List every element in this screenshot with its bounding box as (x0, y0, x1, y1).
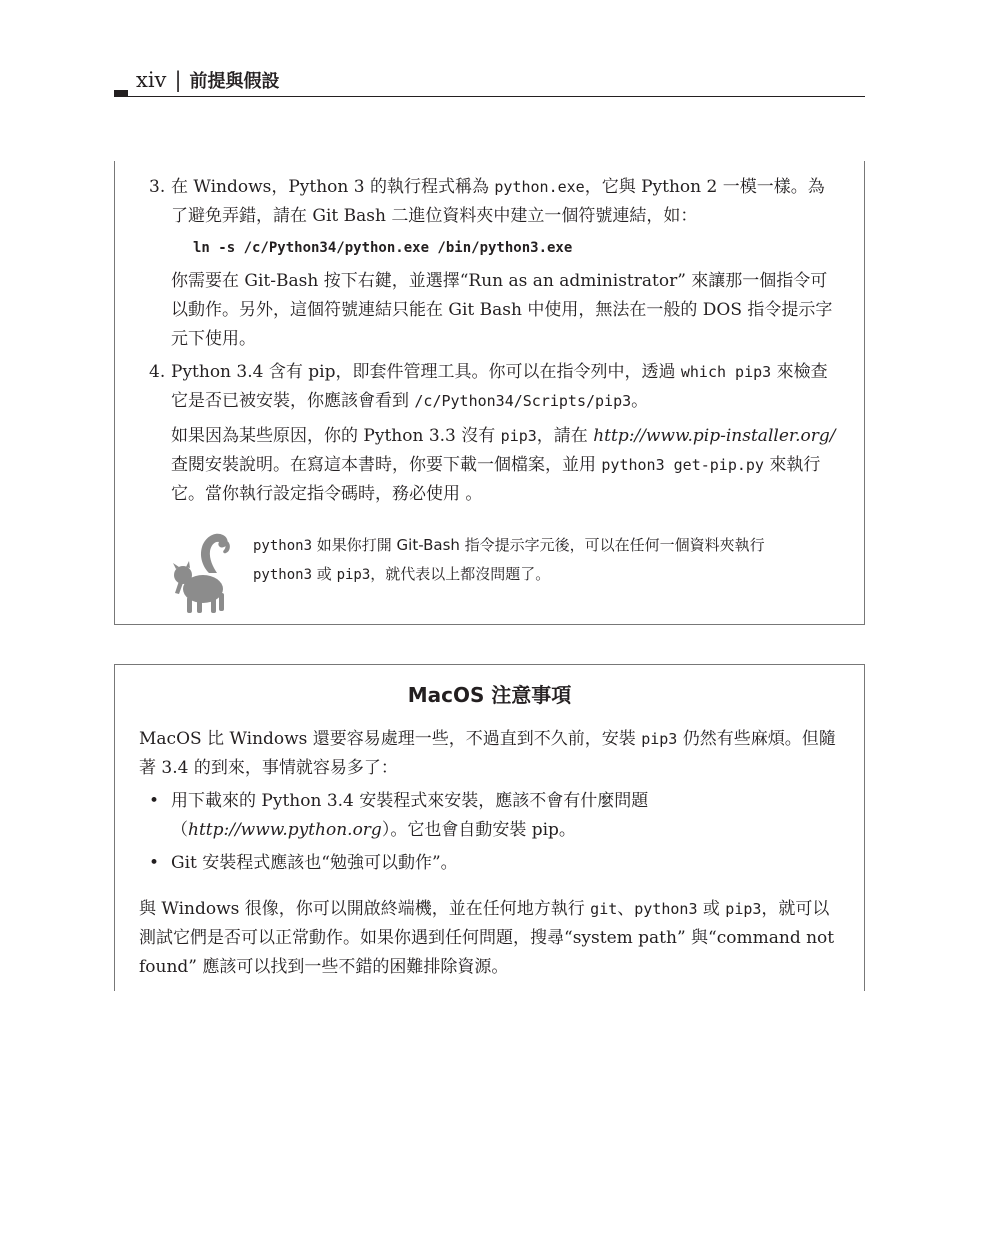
sidebar-macos (114, 664, 865, 991)
text: 與 Windows 很像，你可以開啟終端機，並在任何地方執行 (139, 899, 591, 919)
sidebar-title: MacOS 注意事項 (407, 683, 572, 707)
inline-code: python.exe (494, 178, 585, 196)
text: Python 3.4 含有 pip，即套件管理工具。你可以在指令列中，透過 (171, 362, 681, 382)
list-number: 4. (149, 362, 166, 382)
inline-code: git (590, 900, 618, 918)
chapter-title: 前提與假設 (189, 71, 280, 92)
sidebar-windows (114, 161, 865, 625)
inline-code: pip3 (500, 427, 537, 445)
inline-code: python3 (253, 567, 313, 583)
text: 用下載來的 Python 3.4 安裝程式來安裝，應該不會有什麼問題（ (171, 791, 649, 840)
inline-code: pip3 (725, 900, 762, 918)
bullet-item (149, 849, 841, 878)
inline-code: python3 get-pip.py (601, 456, 764, 474)
running-header (0, 0, 1000, 110)
bullet-marker: • (149, 791, 160, 811)
text: 如果你打開 Git-Bash 指令提示字元後，可以在任何一個資料夾執行 (312, 536, 765, 554)
text: 在 Windows，Python 3 的執行程式稱為 (171, 177, 495, 197)
lemur-icon (169, 527, 237, 615)
text: 或 (312, 565, 337, 583)
tip-box (169, 527, 809, 617)
text: 。 (631, 391, 649, 411)
text: 或 (697, 899, 726, 919)
outro-paragraph (139, 895, 841, 982)
inline-code: python3 (253, 538, 313, 554)
text: MacOS 比 Windows 還要容易處理一些，不過直到不久前，安裝 (139, 729, 642, 749)
bullet-body (171, 787, 841, 845)
text: 來執行它。當你執行設定指令碼時，務必使用 。 (171, 455, 821, 504)
url-link[interactable]: http://www.pip-installer.org/ (593, 426, 836, 446)
inline-code: which pip3 (680, 363, 772, 381)
list-item-3 (149, 173, 839, 354)
paragraph: 你需要在 Git-Bash 按下右鍵，並選擇“Run as an administrator” 來讓那一個指令可以動作。另外，這個符號連結只能在 Git Bash 中使用，無法在一般的 DOS 指令提示字元下使用。 (171, 271, 833, 349)
text: ，它與 Python 2 一模一樣。為了避免弄錯，請在 Git Bash 二進位資料夾中建立一個符號連結，如： (171, 177, 825, 226)
text: ，就代表以上都沒問題了。 (370, 565, 551, 583)
inline-code: pip3 (336, 567, 371, 583)
list-body (171, 173, 839, 354)
inline-code: pip3 (641, 730, 678, 748)
text: 來檢查它是否已被安裝，你應該會看到 (171, 362, 828, 411)
bullet-body: Git 安裝程式應該也“勉強可以動作”。 (171, 853, 458, 873)
list-number: 3. (149, 177, 166, 197)
text: 如果因為某些原因，你的 Python 3.3 沒有 (171, 426, 501, 446)
header-text (136, 66, 280, 96)
text: 查閱安裝說明。在寫這本書時，你要下載一個檔案，並用 (171, 455, 602, 475)
paragraph (171, 358, 839, 416)
text: 、 (617, 899, 635, 919)
text: 仍然有些麻煩。但隨著 3.4 的到來，事情就容易多了： (139, 729, 836, 778)
page-number: xiv (136, 68, 167, 92)
text: ，就可以測試它們是否可以正常動作。如果你遇到任何問題，搜尋“system path” 與“command not found” 應該可以找到一些不錯的困難排除資源。 (139, 899, 835, 977)
bullet-item (149, 787, 841, 845)
code-line: ln -s /c/Python34/python.exe /bin/python3.exe (193, 240, 573, 256)
url-link[interactable]: http://www.python.org (188, 820, 382, 840)
inline-code: python3 (634, 900, 698, 918)
paragraph (171, 422, 839, 509)
header-separator: | (174, 68, 182, 92)
tip-text (253, 531, 813, 589)
list-body (171, 358, 839, 509)
list-item-4 (149, 358, 839, 509)
header-rule (114, 96, 865, 97)
text: ）。它也會自動安裝 pip。 (381, 820, 576, 840)
bullet-marker: • (149, 853, 160, 873)
intro-paragraph (139, 725, 841, 783)
inline-code: /c/Python34/Scripts/pip3 (414, 392, 632, 410)
text: ，請在 (536, 426, 594, 446)
paragraph (171, 173, 839, 231)
